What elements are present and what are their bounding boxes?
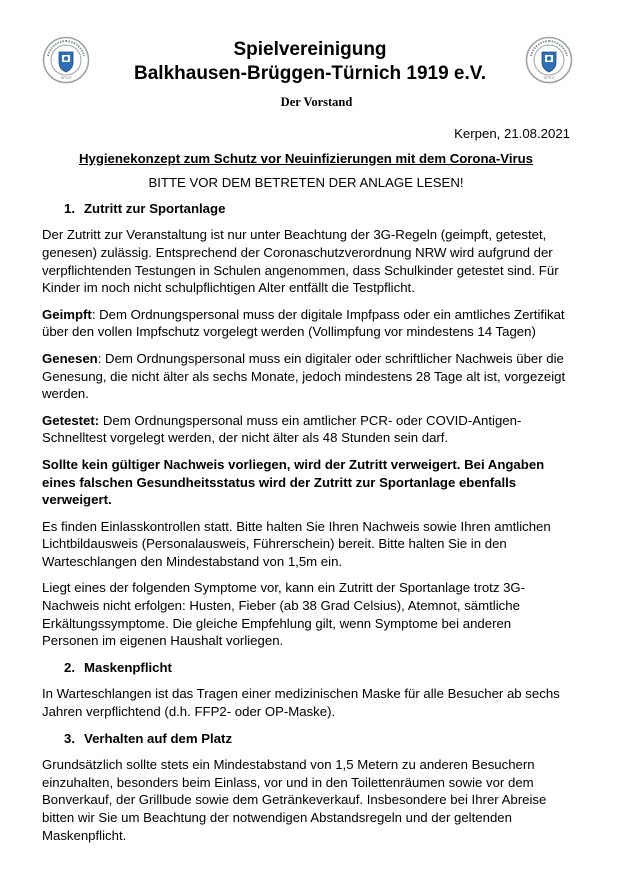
club-name-line1: Spielvereinigung	[233, 39, 387, 60]
section-number: 3.	[64, 730, 75, 746]
club-logo-right	[525, 36, 573, 84]
document-date: Kerpen, 21.08.2021	[454, 126, 570, 141]
entry-controls-paragraph: Es finden Einlasskontrollen statt. Bitte halten Sie Ihren Nachweis sowie Ihren amtlichen Lichtbildausweis (Personalausweis, Führerschein) bereit. Bitte halten Sie in den Warteschlangen den Mindestabstand von 1,5m ein.	[42, 518, 551, 569]
read-before-entering-notice: BITTE VOR DEM BETRETEN DER ANLAGE LESEN!	[148, 175, 464, 191]
club-logo-left	[42, 36, 90, 84]
section-number: 2.	[64, 659, 75, 675]
vaccinated-text: : Dem Ordnungspersonal muss der digitale Impfpass oder ein amtliches Zertifikat über den vollen Impfschutz vorgelegt werden (Vollimpfung vor mindestens 14 Tagen)	[42, 306, 565, 340]
tested-label: Getestet:	[42, 412, 100, 428]
svg-text:SPVG: SPVG	[60, 75, 72, 80]
section-title: Maskenpflicht	[84, 659, 172, 675]
recovered-text: : Dem Ordnungspersonal muss ein digitaler oder schriftlicher Nachweis über die Genesung, die nicht älter als sechs Monate, jedoch mindestens 28 Tage alt ist, vorgezeigt werden.	[42, 350, 566, 402]
mask-paragraph: In Warteschlangen ist das Tragen einer medizinischen Maske für alle Besucher ab sechs Jahren verpflichtend (d.h. FFP2- oder OP-Maske).	[42, 686, 560, 720]
section-heading-conduct	[42, 730, 570, 748]
tested-paragraph	[42, 412, 570, 447]
recovered-label: Genesen	[42, 350, 98, 366]
document-title: Hygienekonzept zum Schutz vor Neuinfizierungen mit dem Corona-Virus	[78, 150, 534, 166]
section-heading-masks	[42, 659, 570, 677]
svg-text:SPVG: SPVG	[543, 75, 555, 80]
club-header	[100, 38, 520, 86]
tested-text: Dem Ordnungspersonal muss ein amtlicher PCR- oder COVID-Antigen-Schnelltest vorgelegt werden, der nicht älter als 48 Stunden sein darf.	[42, 412, 522, 446]
board-label: Der Vorstand	[280, 95, 353, 109]
conduct-paragraph: Grundsätzlich sollte stets ein Mindestabstand von 1,5 Metern zu anderen Besuchern einzuhalten, besonders beim Einlass, vor und in den Toilettenräumen sowie vor dem Bonverkauf, der Grillbude sowie dem Getränkeverkauf. Insbesondere bei Ihrer Abreise bitten wir Sie um Beachtung der notwendigen Abstandsregeln und der geltenden Maskenpflicht.	[42, 757, 547, 843]
section-title: Zutritt zur Sportanlage	[84, 200, 226, 216]
section-heading-access	[42, 200, 570, 218]
symptoms-paragraph: Liegt eines der folgenden Symptome vor, kann ein Zutritt der Sportanlage trotz 3G-Nachweis nicht erfolgen: Husten, Fieber (ab 38 Grad Celsius), Atemnot, sämtliche Erkältungssymptome. Die gleiche Empfehlung gilt, wenn Symptome bei anderen Personen im eigenen Haushalt vorliegen.	[42, 580, 526, 649]
access-intro-paragraph: Der Zutritt zur Veranstaltung ist nur unter Beachtung der 3G-Regeln (geimpft, getestet, genesen) zulässig. Entsprechend der Coronaschutzverordnung NRW wird aufgrund der verpflichtenden Testungen in Schulen angenommen, dass Schulkinder getestet sind. Für Kinder im noch nicht schulpflichtigen Alter entfällt die Testpflicht.	[42, 227, 559, 296]
section-title: Verhalten auf dem Platz	[84, 730, 233, 746]
section-number: 1.	[64, 200, 75, 216]
vaccinated-label: Geimpft	[42, 306, 92, 322]
document-body	[42, 125, 570, 853]
recovered-paragraph	[42, 350, 570, 403]
vaccinated-paragraph	[42, 306, 570, 341]
club-name-line2: Balkhausen-Brüggen-Türnich 1919 e.V.	[134, 63, 486, 84]
access-denied-warning: Sollte kein gültiger Nachweis vorliegen, wird der Zutritt verweigert. Bei Angaben eines falschen Gesundheitsstatus wird der Zutritt zur Sportanlage ebenfalls verweigert.	[42, 456, 545, 508]
